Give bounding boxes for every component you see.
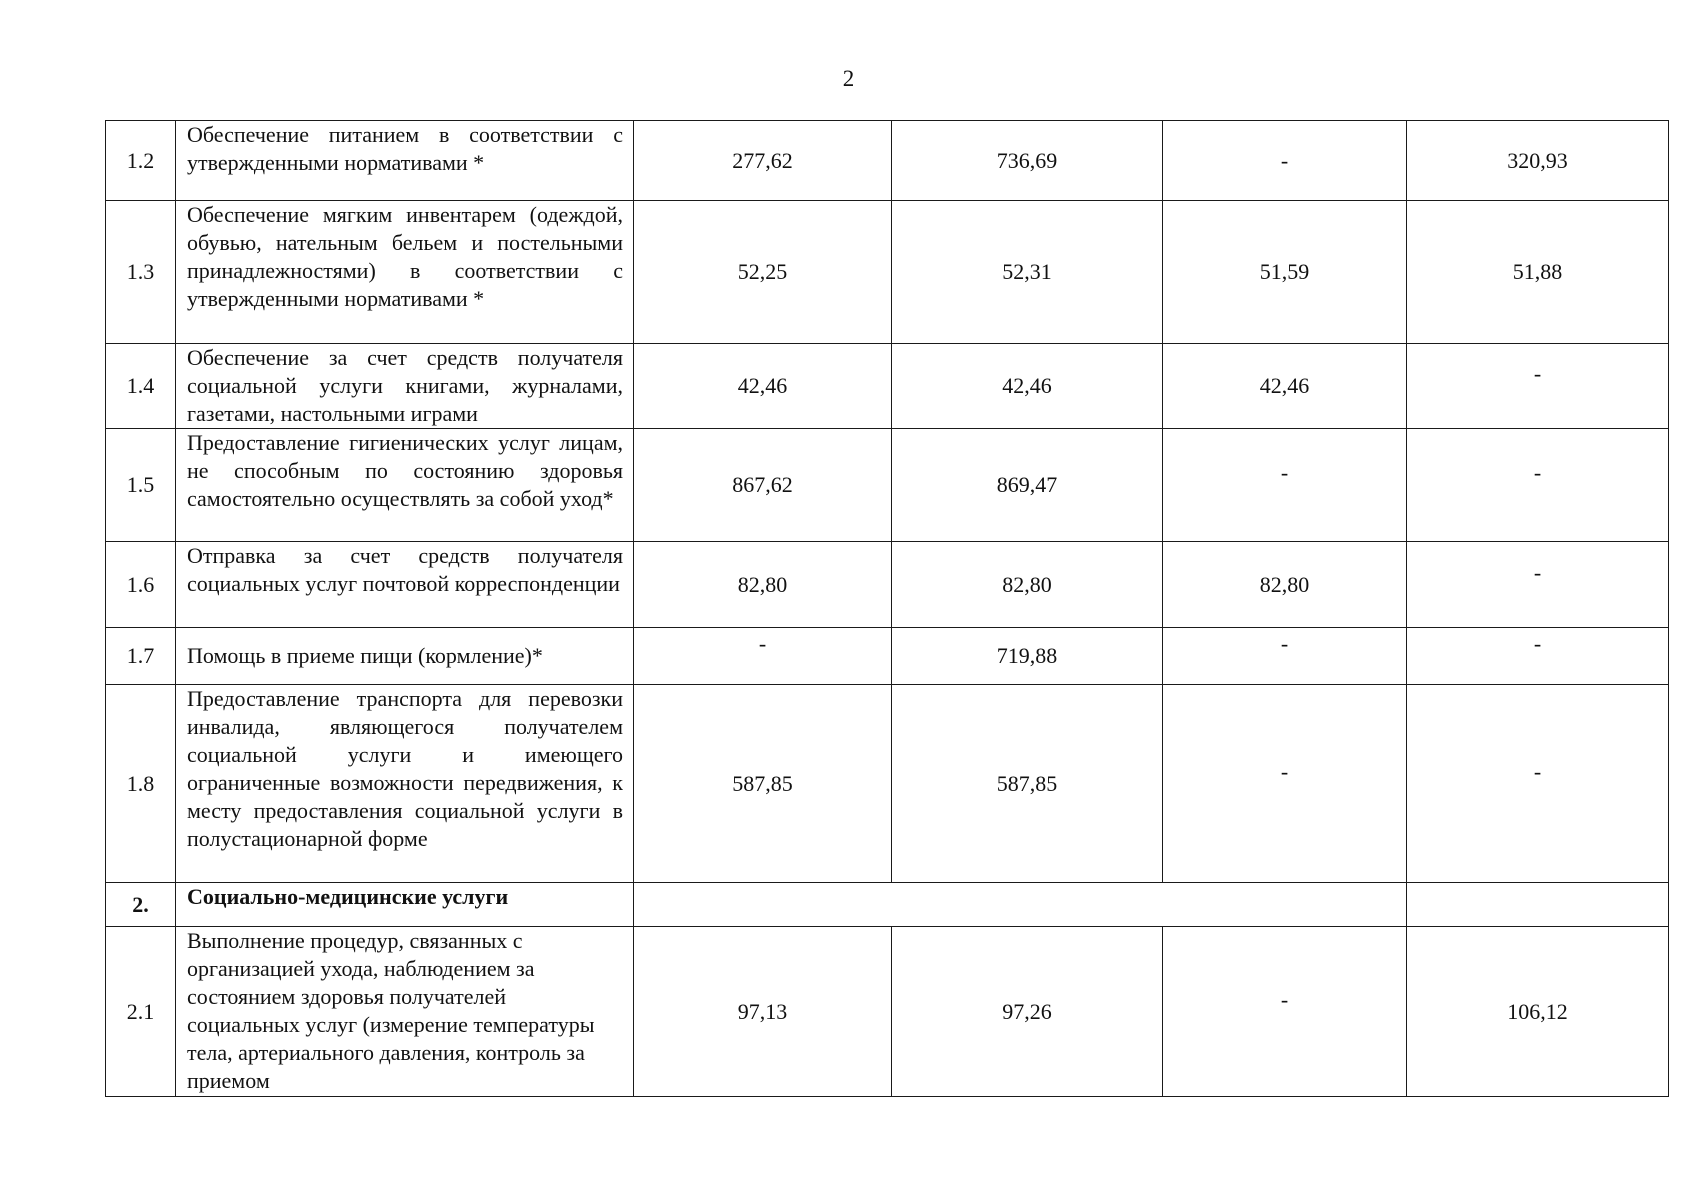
service-description: Выполнение процедур, связанных с организацией ухода, наблюдением за состоянием здоровья получателей социальных услуг (измерение температуры тела, артериального давления, контроль за приемом	[176, 927, 634, 1097]
service-description: Обеспечение питанием в соответствии с утвержденными нормативами *	[176, 121, 634, 201]
dash: -	[1533, 559, 1542, 585]
dash: -	[1280, 758, 1289, 784]
tariff-value	[1163, 685, 1407, 883]
section-number: 2.	[106, 883, 176, 927]
dash: -	[1533, 460, 1542, 485]
section-row	[106, 883, 1669, 927]
table-row	[106, 628, 1669, 685]
empty-cell	[634, 883, 1407, 927]
row-number: 1.5	[106, 429, 176, 542]
tariff-value: 736,69	[892, 121, 1163, 201]
tariff-value	[1407, 429, 1669, 542]
tariff-value: 42,46	[634, 344, 892, 429]
row-number: 1.2	[106, 121, 176, 201]
tariffs-table	[105, 120, 1669, 1097]
tariff-value: 42,46	[1163, 344, 1407, 429]
service-description: Предоставление гигиенических услуг лицам, не способным по состоянию здоровья самостоятельно осуществлять за собой уход*	[176, 429, 634, 542]
row-number: 1.4	[106, 344, 176, 429]
table-row	[106, 542, 1669, 628]
row-number: 1.3	[106, 201, 176, 344]
service-description: Помощь в приеме пищи (кормление)*	[176, 628, 634, 685]
dash: -	[1280, 986, 1289, 1012]
tariff-value: 42,46	[892, 344, 1163, 429]
service-description: Предоставление транспорта для перевозки инвалида, являющегося получателем социальной услуги и имеющего ограниченные возможности передвижения, к месту предоставления социальной услуги в полустационарной форме	[176, 685, 634, 883]
tariff-value	[1407, 628, 1669, 685]
row-number: 2.1	[106, 927, 176, 1097]
table-row	[106, 927, 1669, 1097]
tariff-value: 587,85	[892, 685, 1163, 883]
tariff-value: 106,12	[1407, 927, 1669, 1097]
dash: -	[758, 631, 767, 656]
tariff-value: 719,88	[892, 628, 1163, 685]
tariff-value: 320,93	[1407, 121, 1669, 201]
table-row	[106, 344, 1669, 429]
tariff-value: 867,62	[634, 429, 892, 542]
tariff-value	[634, 628, 892, 685]
tariff-value: 82,80	[1163, 542, 1407, 628]
tariff-value: -	[1163, 121, 1407, 201]
tariff-value	[1407, 685, 1669, 883]
tariff-value: 869,47	[892, 429, 1163, 542]
table-row	[106, 121, 1669, 201]
tariff-value	[1163, 429, 1407, 542]
service-description: Отправка за счет средств получателя социальных услуг почтовой корреспонденции	[176, 542, 634, 628]
row-number: 1.8	[106, 685, 176, 883]
dash: -	[1533, 361, 1542, 386]
tariff-value: 97,26	[892, 927, 1163, 1097]
service-description: Обеспечение мягким инвентарем (одеждой, обувью, нательным бельем и постельными принадлежностями) в соответствии с утвержденными нормативами *	[176, 201, 634, 344]
table-row	[106, 685, 1669, 883]
tariff-value: 82,80	[634, 542, 892, 628]
tariff-value: 277,62	[634, 121, 892, 201]
tariff-value	[1163, 927, 1407, 1097]
tariff-value: 52,25	[634, 201, 892, 344]
row-number: 1.6	[106, 542, 176, 628]
tariff-value	[1163, 628, 1407, 685]
tariff-value: 82,80	[892, 542, 1163, 628]
dash: -	[1533, 631, 1542, 656]
dash: -	[1280, 631, 1289, 656]
dash: -	[1280, 460, 1289, 485]
dash: -	[1533, 758, 1542, 784]
table-row	[106, 201, 1669, 344]
tariff-value: 52,31	[892, 201, 1163, 344]
table-row	[106, 429, 1669, 542]
tariff-value: 97,13	[634, 927, 892, 1097]
row-number: 1.7	[106, 628, 176, 685]
section-title: Социально-медицинские услуги	[176, 883, 634, 927]
service-description: Обеспечение за счет средств получателя социальной услуги книгами, журналами, газетами, настольными играми	[176, 344, 634, 429]
empty-cell	[1407, 883, 1669, 927]
tariff-value	[1407, 542, 1669, 628]
tariff-value: 51,59	[1163, 201, 1407, 344]
page-number: 2	[842, 66, 855, 91]
tariff-value: 51,88	[1407, 201, 1669, 344]
tariff-value	[1407, 344, 1669, 429]
tariff-value: 587,85	[634, 685, 892, 883]
